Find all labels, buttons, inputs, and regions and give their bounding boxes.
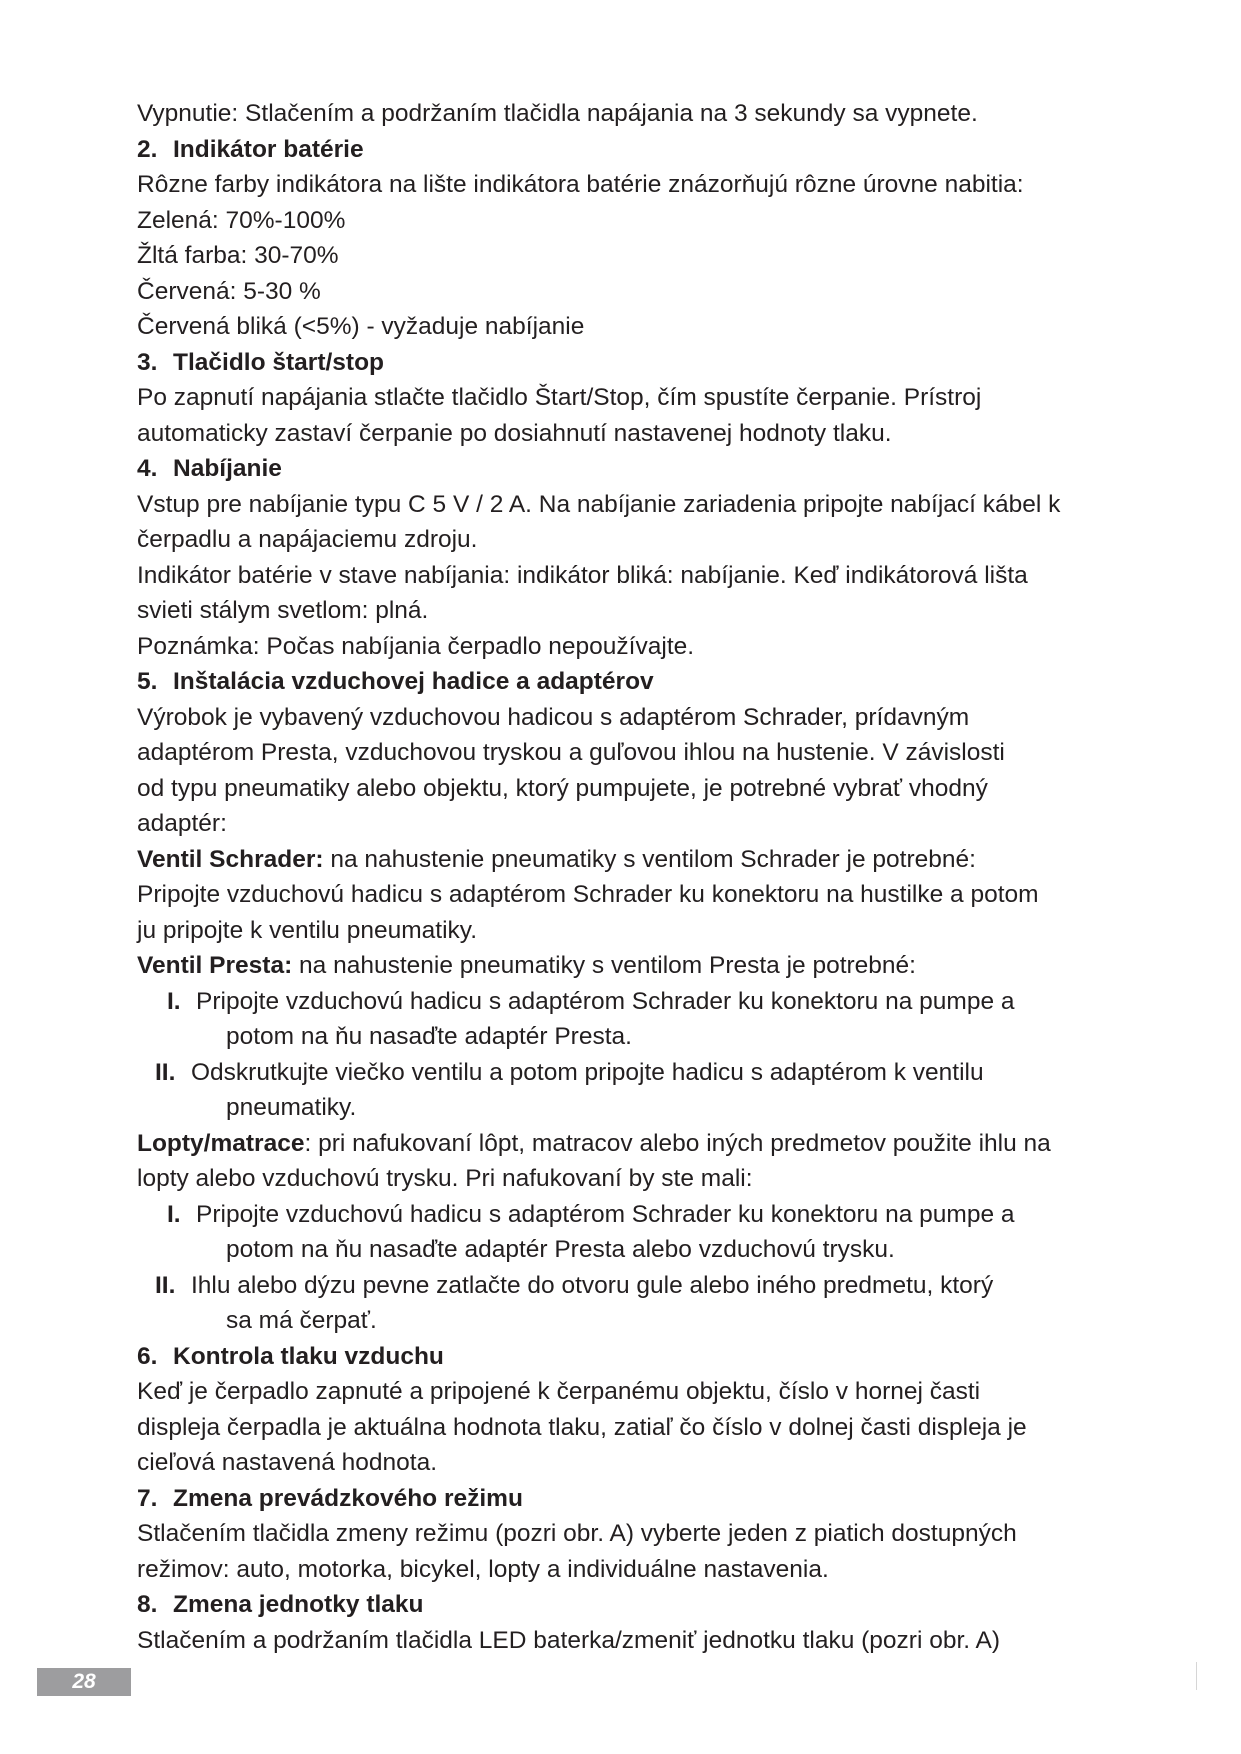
list-text: pneumatiky. [226, 1094, 357, 1121]
section-heading-start-stop [137, 345, 1167, 381]
text-line: Stlačením tlačidla zmeny režimu (pozri obr. A) vyberte jeden z piatich dostupných [137, 1520, 1017, 1547]
list-item [137, 1197, 1167, 1268]
text-line: Stlačením a podržaním tlačidla LED baterka/zmeniť jednotku tlaku (pozri obr. A) [137, 1626, 1001, 1654]
text-line: Vypnutie: Stlačením a podržaním tlačidla napájania na 3 sekundy sa vypnete. [137, 100, 978, 127]
text-line [137, 948, 1167, 984]
section-number: 6. [137, 1342, 158, 1370]
list-marker: I. [167, 987, 181, 1015]
text-span: : pri nafukovaní lôpt, matracov alebo iných predmetov použite ihlu na [304, 1129, 1051, 1157]
text-line: automaticky zastaví čerpanie po dosiahnutí nastavenej hodnoty tlaku. [137, 419, 892, 447]
margin-mark [1196, 1662, 1197, 1690]
text-span: na nahustenie pneumatiky s ventilom Presta je potrebné: [292, 952, 916, 979]
text-line: Poznámka: Počas nabíjania čerpadlo nepoužívajte. [137, 632, 695, 660]
text-line: adaptér: [137, 810, 227, 837]
text-line: Pripojte vzduchovú hadicu s adaptérom Schrader ku konektoru na hustilke a potom [137, 881, 1039, 908]
list-text: Pripojte vzduchovú hadicu s adaptérom Schrader ku konektoru na pumpe a [196, 1200, 1015, 1228]
bold-label: Ventil Schrader: [137, 845, 324, 873]
text-line: Žltá farba: 30-70% [137, 242, 339, 269]
list-item [137, 1268, 1167, 1339]
section-title: Inštalácia vzduchovej hadice a adaptérov [173, 668, 654, 695]
section-number: 3. [137, 348, 158, 376]
text-line [137, 1126, 1167, 1162]
text-line: adaptérom Presta, vzduchovou tryskou a guľovou ihlou na hustenie. V závislosti [137, 739, 1005, 766]
list-text: Odskrutkujte viečko ventilu a potom pripojte hadicu s adaptérom k ventilu [191, 1058, 984, 1086]
section-heading-charging [137, 451, 1167, 487]
text-line [137, 842, 1167, 878]
text-line: čerpadlu a napájaciemu zdroju. [137, 526, 478, 553]
section-heading-hose-install [137, 664, 1167, 700]
text-line: Rôzne farby indikátora na lište indikátora batérie znázorňujú rôzne úrovne nabitia: [137, 171, 1024, 198]
text-line: ju pripojte k ventilu pneumatiky. [137, 916, 477, 944]
text-span: na nahustenie pneumatiky s ventilom Schrader je potrebné: [323, 845, 976, 873]
text-line: Po zapnutí napájania stlačte tlačidlo Štart/Stop, čím spustíte čerpanie. Prístroj [137, 384, 982, 411]
section-number: 7. [137, 1484, 158, 1512]
list-text: Pripojte vzduchovú hadicu s adaptérom Schrader ku konektoru na pumpe a [196, 987, 1015, 1015]
section-heading-battery [137, 132, 1167, 168]
section-number: 2. [137, 135, 158, 163]
text-line: Červená: 5-30 % [137, 277, 321, 305]
list-item [137, 984, 1167, 1055]
section-heading-mode-change [137, 1481, 1167, 1517]
text-line: svieti stálym svetlom: plná. [137, 597, 429, 624]
section-title: Nabíjanie [173, 455, 282, 482]
text-line: Červená bliká (<5%) - vyžaduje nabíjanie [137, 313, 585, 340]
section-title: Zmena prevádzkového režimu [173, 1484, 523, 1512]
section-number: 8. [137, 1591, 158, 1618]
list-marker: II. [155, 1058, 176, 1086]
section-number: 5. [137, 668, 158, 695]
section-title: Kontrola tlaku vzduchu [173, 1342, 444, 1370]
list-marker: II. [155, 1271, 176, 1299]
section-number: 4. [137, 455, 158, 482]
bold-label: Ventil Presta: [137, 952, 293, 979]
text-line: cieľová nastavená hodnota. [137, 1449, 438, 1476]
section-heading-pressure-control [137, 1339, 1167, 1375]
list-marker: I. [167, 1200, 181, 1228]
section-heading-unit-change [137, 1587, 1167, 1623]
page-body [137, 96, 1167, 1658]
list-text: Ihlu alebo dýzu pevne zatlačte do otvoru gule alebo iného predmetu, ktorý [191, 1271, 994, 1299]
text-line: Keď je čerpadlo zapnuté a pripojené k čerpanému objektu, číslo v hornej časti [137, 1378, 981, 1405]
text-line: Indikátor batérie v stave nabíjania: indikátor bliká: nabíjanie. Keď indikátorová lišta [137, 561, 1028, 589]
page-number: 28 [37, 1668, 131, 1696]
section-title: Indikátor batérie [173, 135, 364, 163]
list-text: potom na ňu nasaďte adaptér Presta alebo vzduchovú trysku. [226, 1236, 895, 1263]
list-text: sa má čerpať. [226, 1307, 377, 1334]
text-line: od typu pneumatiky alebo objektu, ktorý pumpujete, je potrebné vybrať vhodný [137, 774, 988, 802]
text-line: režimov: auto, motorka, bicykel, lopty a individuálne nastavenia. [137, 1555, 829, 1583]
section-title: Tlačidlo štart/stop [173, 348, 385, 376]
list-item [137, 1055, 1167, 1126]
list-text: potom na ňu nasaďte adaptér Presta. [226, 1023, 632, 1050]
text-line: lopty alebo vzduchovú trysku. Pri nafukovaní by ste mali: [137, 1165, 753, 1192]
section-title: Zmena jednotky tlaku [173, 1591, 424, 1618]
text-line: displeja čerpadla je aktuálna hodnota tlaku, zatiaľ čo číslo v dolnej časti displeja je [137, 1413, 1027, 1441]
text-line: Výrobok je vybavený vzduchovou hadicou s adaptérom Schrader, prídavným [137, 703, 970, 731]
text-line: Vstup pre nabíjanie typu C 5 V / 2 A. Na nabíjanie zariadenia pripojte nabíjací kábel k [137, 490, 1061, 518]
text-line: Zelená: 70%-100% [137, 206, 346, 234]
bold-label: Lopty/matrace [137, 1129, 305, 1157]
